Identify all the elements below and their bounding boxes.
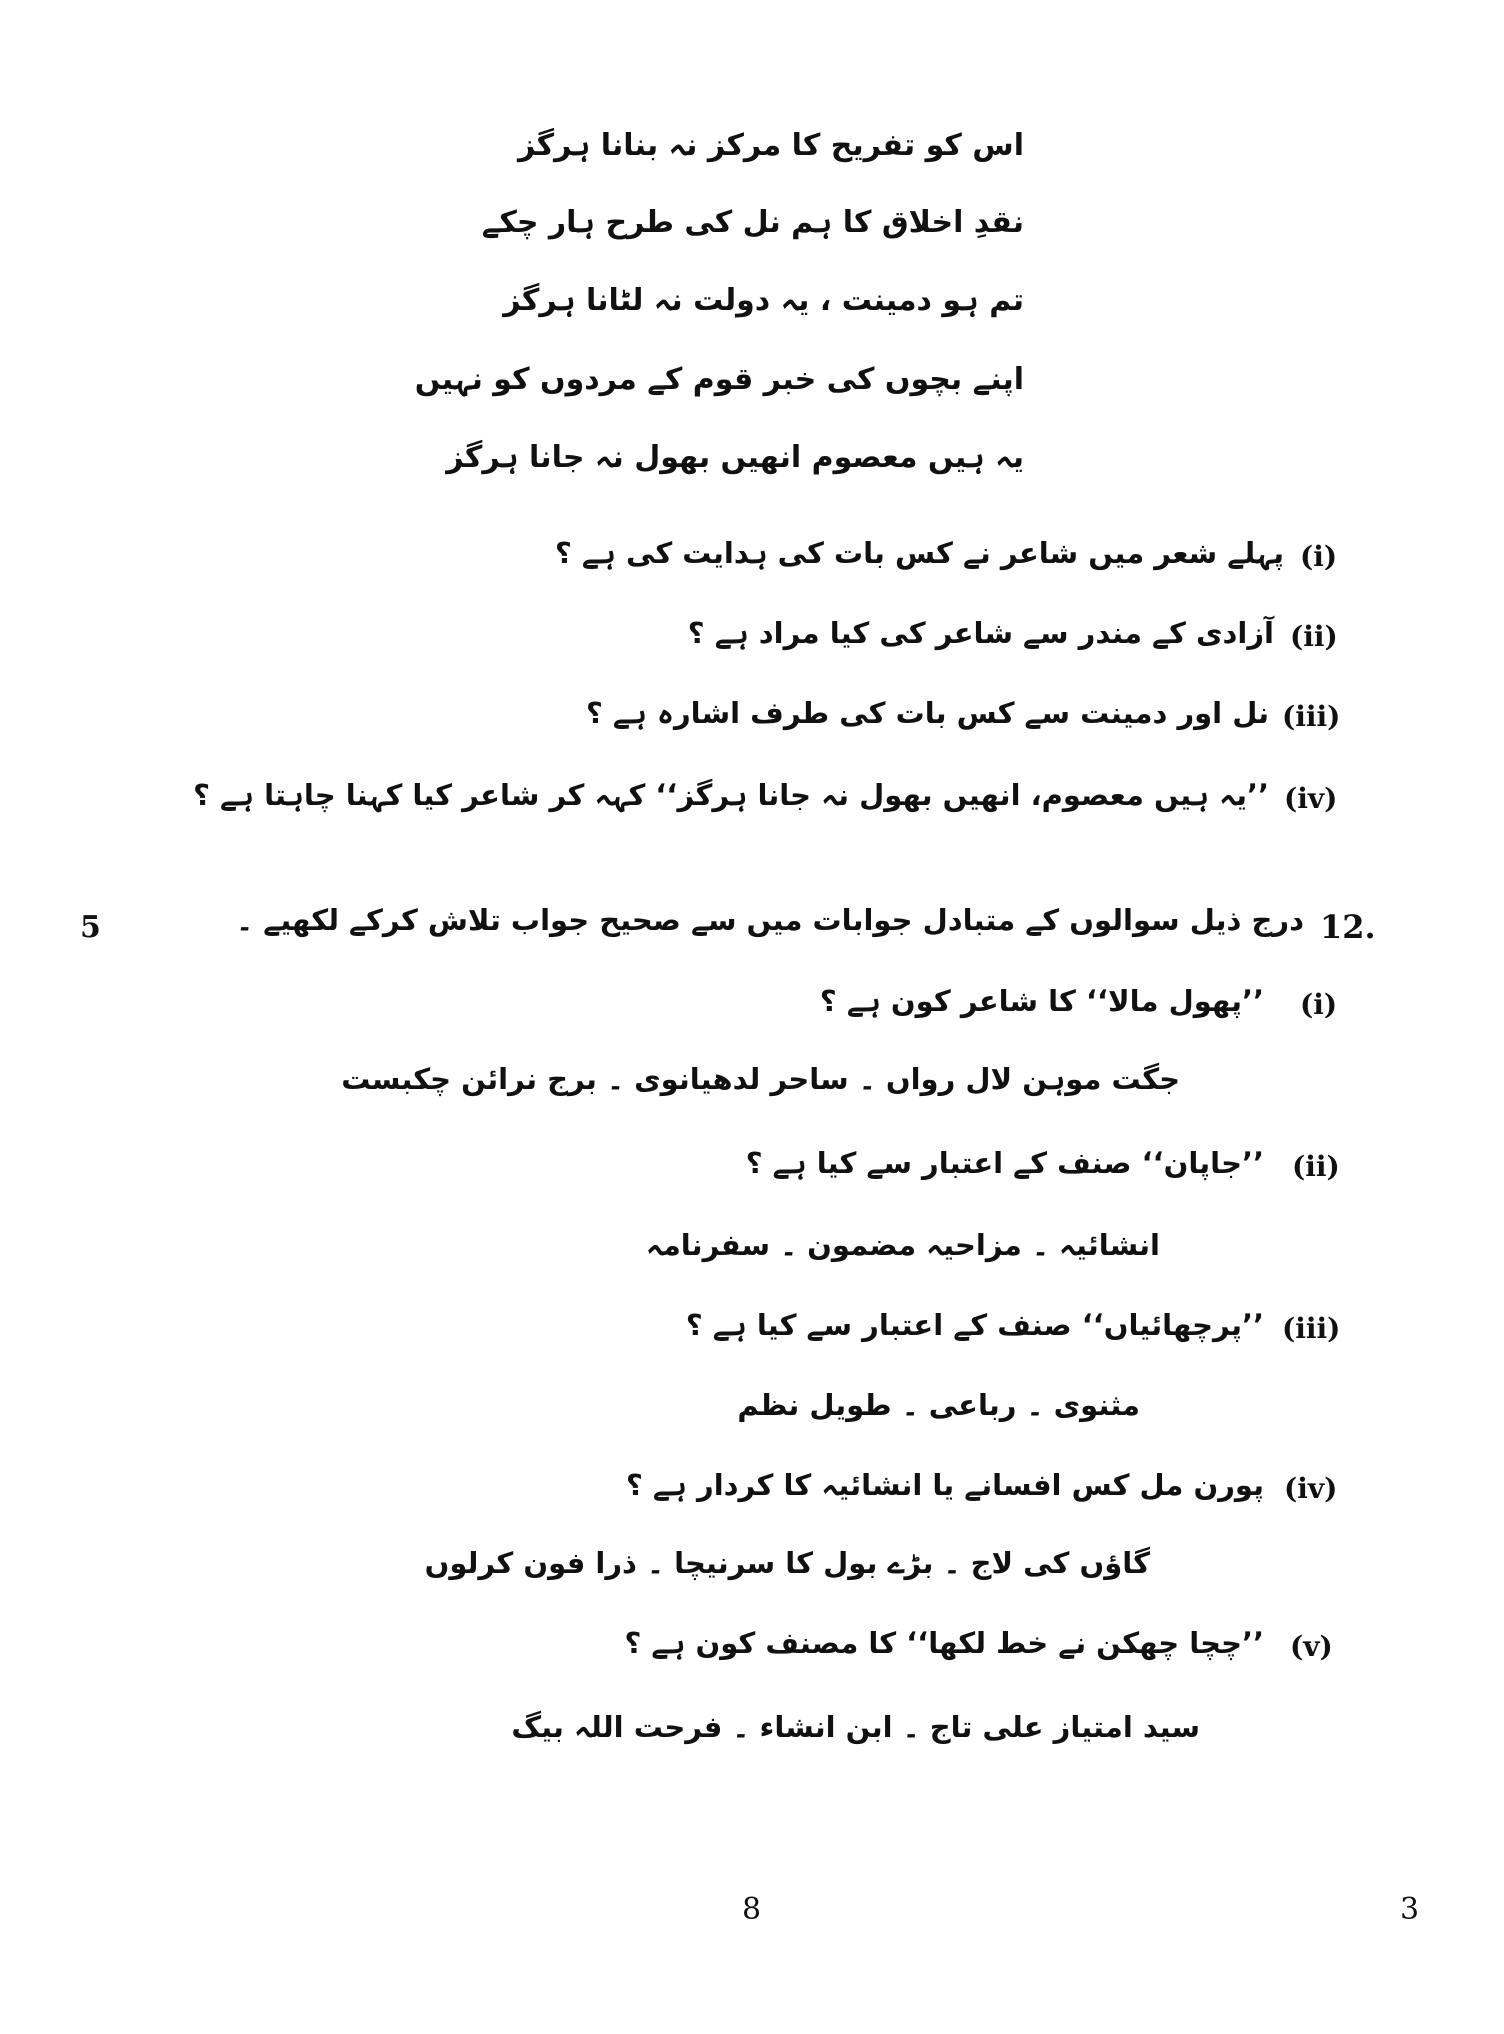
answer-options: سید امتیاز علی تاج ۔ ابن انشاء ۔ فرحت اللہ بیگ — [511, 1710, 1200, 1744]
answer-options: گاؤں کی لاج ۔ بڑے بول کا سرنیچا ۔ ذرا فون کرلوں — [424, 1546, 1150, 1580]
sub-question-text: ’’جاپان‘‘ صنف کے اعتبار سے کیا ہے ؟ — [745, 1146, 1264, 1180]
sub-question-label: (iv) — [1284, 1472, 1338, 1505]
answer-options: جگت موہن لال رواں ۔ ساحر لدھیانوی ۔ برج نرائن چکبست — [341, 1062, 1180, 1096]
sub-question-text: ’’پھول مالا‘‘ کا شاعر کون ہے ؟ — [819, 984, 1264, 1018]
question-label: (i) — [1300, 540, 1338, 573]
answer-options: مثنوی ۔ رباعی ۔ طویل نظم — [737, 1388, 1140, 1422]
sub-question-text: پورن مل کس افسانے یا انشائیہ کا کردار ہے ؟ — [626, 1468, 1264, 1502]
question-label: (iii) — [1282, 700, 1341, 733]
page-code: 8 — [742, 1892, 762, 1927]
sub-question-label: (i) — [1300, 988, 1338, 1021]
poem-line: اس کو تفریح کا مرکز نہ بنانا ہرگز — [517, 128, 1024, 163]
poem-line: اپنے بچوں کی خبر قوم کے مردوں کو نہیں — [414, 362, 1024, 397]
poem-line: تم ہو دمینت ، یہ دولت نہ لٹانا ہرگز — [503, 283, 1024, 318]
question-instruction: درج ذیل سوالوں کے متبادل جوابات میں سے صحیح جواب تلاش کرکے لکھیے ۔ — [236, 903, 1304, 937]
sub-question-text: ’’پرچھائیاں‘‘ صنف کے اعتبار سے کیا ہے ؟ — [685, 1308, 1264, 1342]
page-number: 3 — [1400, 1892, 1420, 1927]
question-text: پہلے شعر میں شاعر نے کس بات کی ہدایت کی ہے ؟ — [555, 536, 1284, 570]
poem-line: نقدِ اخلاق کا ہم نل کی طرح ہار چکے — [481, 205, 1024, 240]
sub-question-text: ’’چچا چھکن نے خط لکھا‘‘ کا مصنف کون ہے ؟ — [624, 1626, 1264, 1660]
marks: 5 — [80, 910, 101, 945]
answer-options: انشائیہ ۔ مزاحیہ مضمون ۔ سفرنامہ — [645, 1228, 1160, 1262]
question-text: ’’یہ ہیں معصوم، انھیں بھول نہ جانا ہرگز‘‘ کہہ کر شاعر کیا کہنا چاہتا ہے ؟ — [193, 778, 1269, 812]
question-text: آزادی کے مندر سے شاعر کی کیا مراد ہے ؟ — [687, 616, 1274, 650]
question-label: (iv) — [1284, 782, 1338, 815]
sub-question-label: (v) — [1290, 1630, 1333, 1663]
question-number: 12. — [1320, 908, 1376, 946]
question-text: نل اور دمینت سے کس بات کی طرف اشارہ ہے ؟ — [586, 696, 1269, 730]
sub-question-label: (iii) — [1282, 1312, 1341, 1345]
sub-question-label: (ii) — [1292, 1150, 1340, 1183]
poem-line: یہ ہیں معصوم انھیں بھول نہ جانا ہرگز — [446, 440, 1024, 475]
question-label: (ii) — [1290, 620, 1338, 653]
